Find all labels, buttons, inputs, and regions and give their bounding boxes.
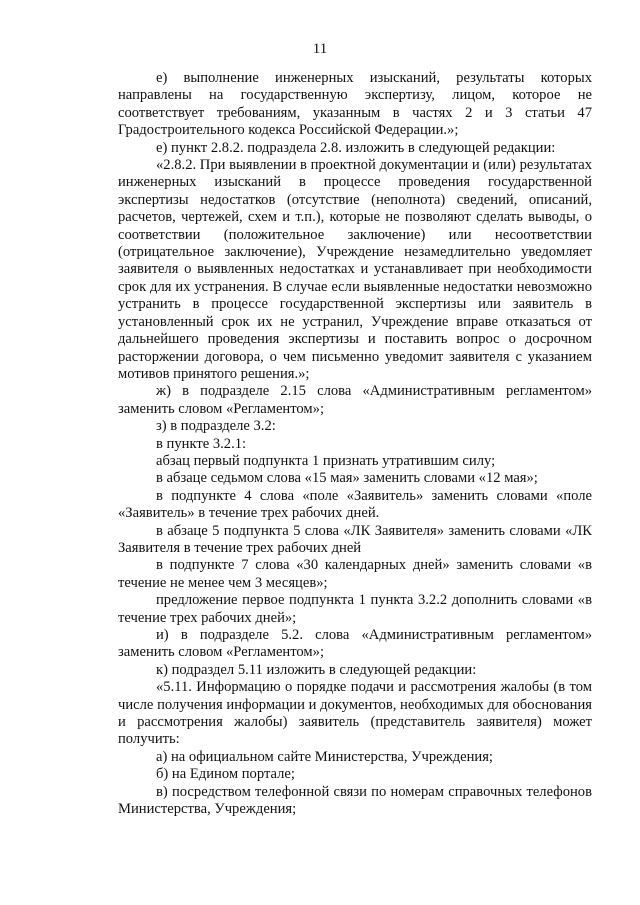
paragraph-k-5-11: к) подраздел 5.11 изложить в следующей редакции: xyxy=(156,661,477,678)
paragraph-e-requirements: е) выполнение инженерных изысканий, результаты которых направлены на государственную экспертизу, лицом, которое не соответствует требованиям, указанным в частях 2 и 3 статьи 47 Градостроительного кодекса Российской Федерации.»; xyxy=(118,70,592,139)
paragraph-subitem-7: в подпункте 7 слова «30 календарных дней» заменить словами «в течение не менее чем 3 месяцев»; xyxy=(118,557,592,591)
document-body xyxy=(118,70,592,818)
paragraph-5-11-text: «5.11. Информацию о порядке подачи и рассмотрения жалобы (в том числе получения информации и документов, необходимых для обоснования и рассмотрения жалобы) заявитель (представитель заявителя) может получить: xyxy=(118,679,592,748)
paragraph-seventh-abzac: в абзаце седьмом слова «15 мая» заменить словами «12 мая»; xyxy=(156,470,538,487)
list-item-b: б) на Едином портале; xyxy=(156,766,295,783)
page-number: 11 xyxy=(312,41,328,57)
paragraph-subitem-5: в абзаце 5 подпункта 5 слова «ЛК Заявителя» заменить словами «ЛК Заявителя в течение трех рабочих дней xyxy=(118,522,592,556)
paragraph-3-2-1: в пункте 3.2.1: xyxy=(156,435,247,452)
paragraph-2-8-2-text: «2.8.2. При выявлении в проектной документации и (или) результатах инженерных изысканий в процессе проведения государственной экспертизы недостатков (отсутствие (неполнота) сведений, описаний, расчетов, чертежей, схем и т.п.), которые не позволяют сделать выводы, о соответствии (положительное заключение) или несоответствии (отрицательное заключение), Учреждение незамедлительно уведомляет заявителя о выявленных недостатках и устанавливает при необходимости срок для их устранения. В случае если выявленные недостатки невозможно устранить в процессе государственной экспертизы или заявитель в установленный срок их не устранил, Учреждение вправе отказаться от дальнейшего проведения экспертизы и поставить вопрос о досрочном расторжении договора, о чем письменно уведомит заявителя с указанием мотивов принятого решения.»; xyxy=(118,157,592,382)
paragraph-3-2-2: предложение первое подпункта 1 пункта 3.2.2 дополнить словами «в течение трех рабочих дней»; xyxy=(118,592,592,626)
paragraph-subitem-4: в подпункте 4 слова «поле «Заявитель» заменить словами «поле «Заявитель» в течение трех рабочих дней. xyxy=(118,487,592,522)
list-item-v: в) посредством телефонной связи по номерам справочных телефонов Министерства, Учреждения; xyxy=(118,783,592,818)
paragraph-z-3-2: з) в подразделе 3.2: xyxy=(156,418,276,435)
paragraph-subitem-1: абзац первый подпункта 1 признать утратившим силу; xyxy=(156,452,496,469)
paragraph-zh-2-15: ж) в подразделе 2.15 слова «Административным регламентом» заменить словом «Регламентом»; xyxy=(118,383,592,417)
paragraph-i-5-2: и) в подразделе 5.2. слова «Административным регламентом» заменить словом «Регламентом»; xyxy=(118,627,592,661)
paragraph-e-item-2-8-2: е) пункт 2.8.2. подраздела 2.8. изложить в следующей редакции: xyxy=(156,139,556,156)
list-item-a: а) на официальном сайте Министерства, Учреждения; xyxy=(156,748,493,765)
